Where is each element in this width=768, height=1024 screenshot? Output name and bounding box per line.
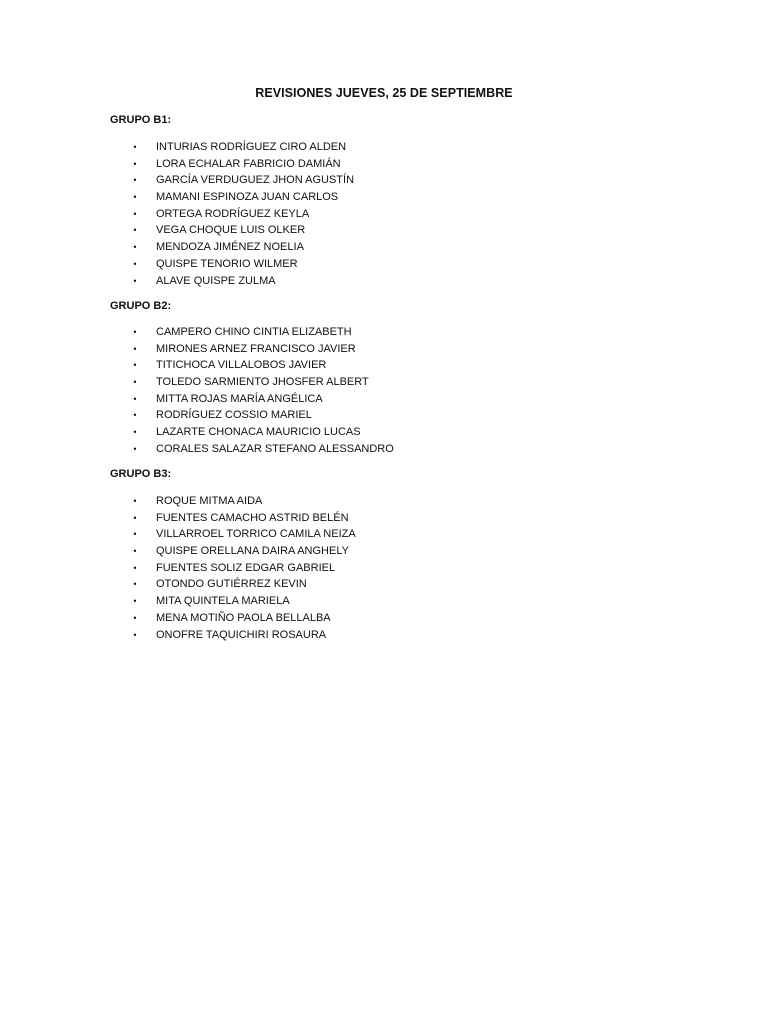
student-name: OTONDO GUTIÉRREZ KEVIN: [156, 578, 307, 591]
student-name: MITA QUINTELA MARIELA: [156, 595, 290, 608]
bullet-icon: •: [133, 275, 137, 286]
bullet-icon: •: [133, 529, 137, 540]
bullet-icon: •: [133, 142, 137, 152]
student-name: MITTA ROJAS MARÍA ANGÉLICA: [156, 392, 323, 405]
bullet-icon: •: [133, 427, 137, 438]
student-name: GARCÍA VERDUGUEZ JHON AGUSTÍN: [156, 174, 355, 187]
bullet-icon: •: [133, 360, 137, 371]
student-name: FUENTES CAMACHO ASTRID BELÉN: [156, 511, 349, 524]
bullet-icon: •: [133, 562, 137, 573]
student-name: CAMPERO CHINO CINTIA ELIZABETH: [156, 326, 352, 338]
bullet-icon: •: [133, 242, 137, 253]
student-name: MENDOZA JIMÉNEZ NOELIA: [156, 241, 304, 254]
student-name: ORTEGA RODRÍGUEZ KEYLA: [156, 207, 310, 220]
student-name: FUENTES SOLIZ EDGAR GABRIEL: [156, 561, 336, 574]
student-name: MIRONES ARNEZ FRANCISCO JAVIER: [156, 342, 356, 355]
bullet-icon: •: [133, 579, 137, 590]
bullet-icon: •: [133, 512, 137, 523]
bullet-icon: •: [133, 546, 137, 557]
bullet-icon: •: [133, 175, 137, 186]
student-name: MAMANI ESPINOZA JUAN CARLOS: [156, 191, 339, 204]
bullet-icon: •: [133, 158, 137, 169]
bullet-icon: •: [133, 377, 137, 388]
student-name: CORALES SALAZAR STEFANO ALESSANDRO: [156, 442, 394, 455]
bullet-icon: •: [133, 393, 137, 404]
bullet-icon: •: [133, 612, 137, 623]
student-name: TITICHOCA VILLALOBOS JAVIER: [156, 359, 327, 372]
student-name: RODRÍGUEZ COSSIO MARIEL: [156, 409, 312, 422]
group-heading-b2: GRUPO B2:: [110, 300, 172, 312]
bullet-icon: •: [133, 596, 137, 607]
bullet-icon: •: [133, 192, 137, 203]
student-name: INTURIAS RODRÍGUEZ CIRO ALDEN: [156, 141, 347, 153]
student-name: VILLARROEL TORRICO CAMILA NEIZA: [156, 528, 356, 541]
bullet-icon: •: [133, 496, 137, 506]
bullet-icon: •: [133, 258, 137, 269]
bullet-icon: •: [133, 343, 137, 354]
student-name: ROQUE MITMA AIDA: [156, 495, 263, 507]
student-name: LAZARTE CHONACA MAURICIO LUCAS: [156, 426, 361, 439]
bullet-icon: •: [133, 208, 137, 219]
bullet-icon: •: [133, 225, 137, 236]
student-name: ONOFRE TAQUICHIRI ROSAURA: [156, 628, 327, 641]
bullet-icon: •: [133, 410, 137, 421]
student-name: LORA ECHALAR FABRICIO DAMIÁN: [156, 157, 341, 170]
student-name: ALAVE QUISPE ZULMA: [156, 274, 276, 287]
student-name: TOLEDO SARMIENTO JHOSFER ALBERT: [156, 376, 369, 389]
student-name: MENA MOTIÑO PAOLA BELLALBA: [156, 611, 331, 624]
student-name: QUISPE TENORIO WILMER: [156, 257, 298, 270]
page-title: REVISIONES JUEVES, 25 DE SEPTIEMBRE: [255, 86, 513, 100]
student-name: VEGA CHOQUE LUIS OLKER: [156, 224, 306, 237]
group-heading-b3: GRUPO B3:: [110, 468, 172, 480]
group-heading-b1: GRUPO B1:: [110, 114, 172, 126]
bullet-icon: •: [133, 327, 137, 337]
bullet-icon: •: [133, 629, 137, 640]
bullet-icon: •: [133, 443, 137, 454]
student-name: QUISPE ORELLANA DAIRA ANGHELY: [156, 545, 349, 558]
